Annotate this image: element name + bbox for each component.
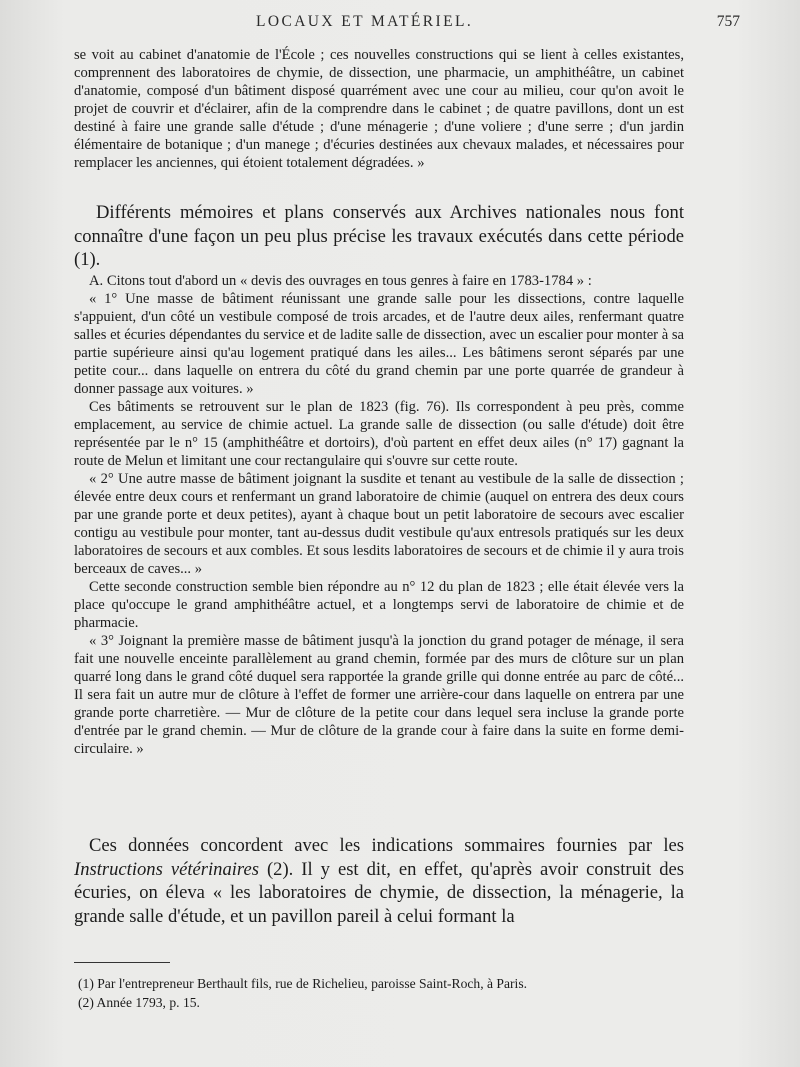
body-paragraph: Différents mémoires et plans conservés aux Archives nationales nous font connaître d'une façon un peu plus précise les travaux exécutés dans cette période (1). [74, 202, 684, 270]
devis-item-3: « 3° Joignant la première masse de bâtiment jusqu'à la jonction du grand potager de ménage, il sera fait une nouvelle enceinte parallèlement au grand chemin, formée par des murs de clôture sur un plan quarré long dans le grand côté duquel sera rapportée la grande grille qui donne entrée au parc de côté... Il sera fait un autre mur de clôture à l'effet de former une arrière-cour dans laquelle on entrera par une grande porte charretière. — Mur de clôture de la petite cour dans lequel sera incluse la grande porte d'entrée par le grand chemin. — Mur de clôture de la grande cour à faire dans la suite en forme demi-circulaire. » [74, 633, 684, 757]
text-run: (2). Il y est dit, en effet, qu'après avoir construit des écuries, on éleva « les laboratoires de chymie, de dissection, la ménagerie, la grande salle d'étude, et un pavillon pareil à celui formant la [74, 858, 685, 927]
running-title: LOCAUX ET MATÉRIEL. [256, 13, 474, 30]
commentary-1: Ces bâtiments se retrouvent sur le plan de 1823 (fig. 76). Ils correspondent à peu près, comme emplacement, au service de chimie actuel. La grande salle de dissection (ou salle d'étude) doit être représentée par le n° 15 (amphithéâtre et dortoirs), d'où partent en effet deux ailes (n° 17) gagnant la route de Melun et limitant une cour rectangulaire qui s'ouvre sur cette route. [74, 399, 684, 469]
quote-continuation [74, 46, 684, 172]
body-paragraph [74, 834, 684, 928]
devis-item-1: « 1° Une masse de bâtiment réunissant une grande salle pour les dissections, contre laquelle s'appuient, d'un côté un vestibule composé de trois arcades, et de l'autre deux ailes, renfermant quatre salles et écuries dépendantes du service et de ladite salle de dissection, avec un escalier pour monter à sa partie supérieure ainsi qu'au logement pratiqué dans les ailes... Les bâtimens seront séparés par une petite cour... dans laquelle on entrera du côté du grand chemin par une porte quarrée de grandeur à donner passage aux voitures. » [74, 291, 684, 397]
page-number: 757 [716, 13, 740, 30]
text-run: Ces données concordent avec les indications sommaires fournies par les [89, 835, 684, 856]
body-paragraph-instructions [74, 834, 684, 928]
footnote-rule [74, 962, 170, 963]
quote-paragraph: se voit au cabinet d'anatomie de l'École ; ces nouvelles constructions qui se lient à celles existantes, comprennent des laboratoires de chymie, de dissection, une pharmacie, un amphithéâtre, un cabinet d'anatomie, composé d'un bâtiment disposé quarrément avec une cour au milieu, cour qu'on avoit le projet de couvrir et d'éclairer, afin de la comprendre dans le cabinet ; de quatre pavillons, dont un est destiné à faire une grande salle d'étude ; d'une ménagerie ; d'une voliere ; d'une serre ; d'un jardin élémentaire de botanique ; d'un manege ; d'écuries destinées aux chevaux malades, et nécessaires pour remplacer les anciennes, qui étoient totalement dégradées. » [74, 47, 684, 171]
italic-title: Instructions vétérinaires [74, 858, 259, 880]
commentary-2: Cette seconde construction semble bien répondre au n° 12 du plan de 1823 ; elle était élevée vers la place qu'occupe le grand amphithéâtre actuel, et a longtemps servi de laboratoire de chimie et de pharmacie. [74, 579, 684, 631]
body-paragraph-archives [74, 201, 684, 272]
footnote-2: (2) Année 1793, p. 15. [78, 995, 200, 1010]
devis-item-2: « 2° Une autre masse de bâtiment joignant la susdite et tenant au vestibule de la salle de dissection ; élevée entre deux cours et renfermant un grand laboratoire de chimie (auquel on entrera des deux cours par une grande porte et deux petites), ayant à chaque bout un petit laboratoire de secours avec escalier contigu au vestibule pour monter, tant au-dessus dudit vestibule qu'aux entresols pratiqués sur les deux laboratoires de secours et aux combles. Et sous lesdits laboratoires de secours et de chimie il y aura trois berceaux de caves... » [74, 471, 684, 577]
footnotes [78, 974, 678, 1012]
page-header [74, 13, 740, 35]
devis-section [74, 272, 684, 758]
footnote-1: (1) Par l'entrepreneur Berthault fils, rue de Richelieu, paroisse Saint-Roch, à Paris. [78, 976, 528, 991]
devis-intro: A. Citons tout d'abord un « devis des ouvrages en tous genres à faire en 1783-1784 » : [89, 273, 592, 289]
